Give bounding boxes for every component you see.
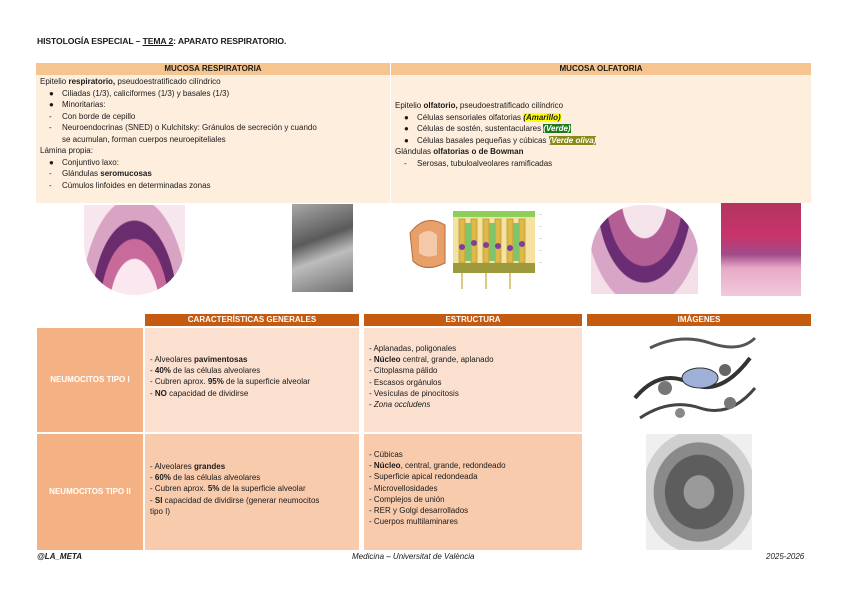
footer-institution: Medicina – Universitat de València: [352, 552, 475, 561]
header-imagenes: IMÁGENES: [587, 314, 811, 326]
tipo-1-general: [145, 328, 359, 432]
list-item: ● Células de sostén, sustentaculares (Verde): [404, 124, 571, 133]
list-item: - Cúbicas: [369, 450, 403, 459]
header-mucosa-respiratoria: MUCOSA RESPIRATORIA: [36, 63, 390, 75]
header-mucosa-olfatoria: MUCOSA OLFATORIA: [391, 63, 811, 75]
list-item: - Neuroendocrinas (SNED) o Kulchitsky: Gránulos de secreción y cuando: [49, 123, 317, 132]
list-item: - RER y Golgi desarrollados: [369, 506, 469, 516]
list-item: - Citoplasma pálido: [369, 366, 438, 376]
list-item: - Aplanadas, poligonales: [369, 344, 457, 353]
tag-green: (Verde): [543, 124, 571, 133]
list-item: - Núcleo central, grande, aplanado: [369, 355, 494, 365]
footer-author: @LA_META: [37, 552, 82, 561]
header-caracteristicas: CARACTERÍSTICAS GENERALES: [145, 314, 359, 326]
list-item: - NO capacidad de dividirse: [150, 388, 249, 398]
row-label-tipo-2: NEUMOCITOS TIPO II: [37, 434, 143, 550]
tipo-1-electron-micrograph: [630, 328, 760, 432]
list-item: ● Células basales pequeñas y cúbicas (Verde oliva): [404, 135, 597, 145]
resp-cell: [40, 76, 388, 191]
list-item: - Con borde de cepillo: [49, 111, 136, 121]
olf-epithelium-micrograph: [591, 205, 698, 294]
tipo-2-general: [145, 434, 359, 550]
list-item: ● Conjuntivo laxo:: [49, 157, 119, 167]
list-item: - 60% de las células alveolares: [150, 473, 261, 483]
tipo-2-electron-micrograph: [646, 434, 752, 550]
olf-glands: Glándulas olfatorias o de Bowman: [395, 147, 524, 156]
list-item: - SI capacidad de dividirse (generar neumocitos: [150, 495, 320, 505]
list-item: - Alveolares grandes: [150, 462, 226, 471]
lamina-label: Lámina propia:: [40, 146, 93, 155]
mucosa-table: [36, 63, 811, 203]
svg-text:—: —: [539, 224, 542, 228]
list-item: - Zona occludens: [369, 400, 431, 410]
list-item: - Alveolares pavimentosas: [150, 355, 248, 364]
list-item: - Serosas, tubuloalveolares ramificadas: [404, 158, 553, 168]
list-item: se acumulan, forman cuerpos neuroepiteliales: [62, 134, 226, 144]
list-item: tipo I): [150, 506, 171, 516]
olfactory-diagram: [405, 203, 573, 299]
olf-cell: [395, 100, 807, 169]
olf-glands-micrograph: [721, 203, 801, 296]
column-divider: [390, 63, 391, 203]
list-item: - Microvellosidades: [369, 483, 438, 493]
list-item: - Cúmulos linfoides en determinadas zonas: [49, 180, 211, 190]
svg-text:—: —: [539, 236, 542, 240]
svg-text:—: —: [539, 248, 542, 252]
list-item: - 40% de las células alveolares: [150, 366, 261, 376]
footer-year: 2025-2026: [766, 552, 805, 561]
list-item: ● Minoritarias:: [49, 100, 106, 109]
header-estructura: ESTRUCTURA: [364, 314, 582, 326]
olf-epithelium: Epitelio olfatorio, pseudoestratificado cilíndrico: [395, 101, 564, 110]
tag-olive: (Verde oliva): [548, 135, 597, 145]
svg-text:—: —: [539, 260, 542, 264]
row-label-tipo-1: NEUMOCITOS TIPO I: [37, 328, 143, 432]
list-item: ● Células sensoriales olfatorias (Amarillo): [404, 112, 561, 122]
list-item: - Complejos de unión: [369, 494, 445, 504]
list-item: - Cuerpos multilaminares: [369, 517, 458, 527]
list-item: ● Ciliadas (1/3), caliciformes (1/3) y basales (1/3): [49, 88, 230, 98]
tipo-2-structure: [364, 434, 582, 550]
list-item: - Cubren aprox. 5% de la superficie alveolar: [150, 484, 306, 494]
list-item: - Núcleo, central, grande, redondeado: [369, 461, 506, 471]
list-item: - Cubren aprox. 95% de la superficie alveolar: [150, 377, 311, 387]
resp-electron-micrograph: [292, 204, 353, 292]
list-item: - Glándulas seromucosas: [49, 169, 152, 178]
resp-epithelium-micrograph: [84, 205, 185, 295]
list-item: - Superficie apical redondeada: [369, 472, 478, 482]
list-item: - Vesículas de pinocitosis: [369, 388, 459, 398]
page-title: HISTOLOGÍA ESPECIAL – TEMA 2: APARATO RESPIRATORIO.: [37, 36, 287, 46]
svg-text:—: —: [539, 212, 542, 216]
list-item: - Escasos orgánulos: [369, 377, 442, 387]
resp-epithelium: Epitelio respiratorio, pseudoestratificado cilíndrico: [40, 77, 221, 86]
tipo-1-structure: [364, 328, 582, 432]
tag-yellow: (Amarillo): [523, 112, 561, 122]
